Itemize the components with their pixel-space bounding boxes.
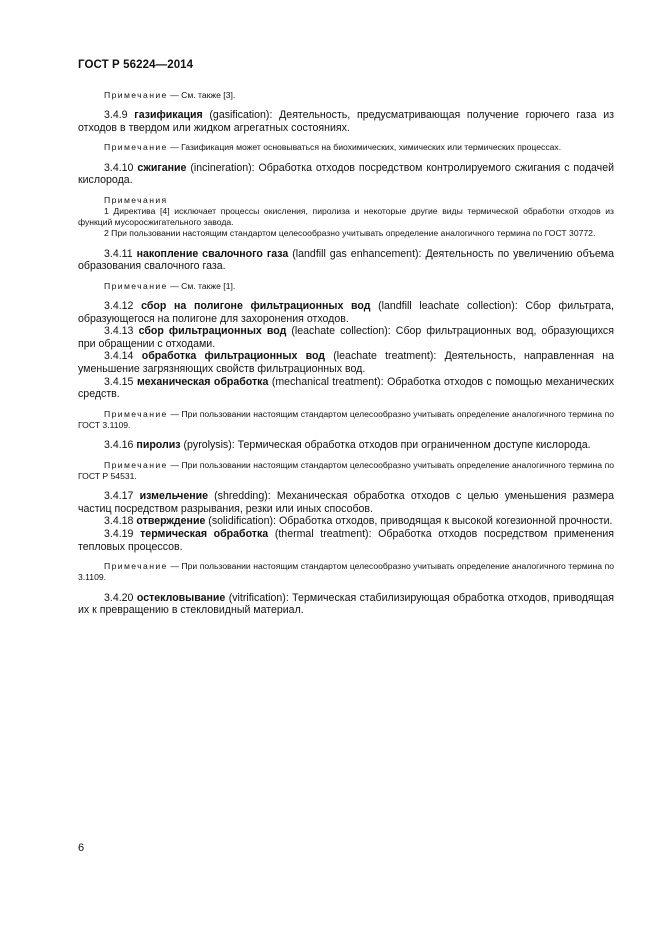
note-text: — См. также [1]. [170, 280, 236, 291]
term-entry [78, 325, 614, 350]
term-name: сжигание [137, 161, 187, 174]
term-name: пиролиз [136, 439, 181, 452]
term-name: измельчение [139, 490, 209, 503]
term-english: (incineration): [190, 161, 255, 174]
note [78, 409, 614, 431]
term-name: накопление свалочного газа [136, 247, 289, 260]
term-name: остекловывание [136, 591, 226, 604]
note-label: Примечание [104, 90, 168, 100]
note-label: Примечание [104, 561, 168, 572]
note-item: 2 При пользовании настоящим стандартом целесообразно учитывать определение аналогичного термина по ГОСТ 30772. [104, 228, 596, 239]
term-entry [78, 248, 614, 273]
page-number: 6 [78, 842, 85, 854]
term-definition: Сбор фильтрационных вод, образующихся при обращении с отходами. [78, 325, 614, 350]
term-name: термическая обработка [140, 527, 269, 540]
term-entry [78, 490, 614, 515]
term-english: (mechanical treatment): [271, 375, 384, 388]
term-definition: Обработка отходов с помощью механических средств. [78, 375, 615, 401]
term-entry [78, 439, 614, 452]
term-number: 3.4.19 [104, 527, 134, 540]
term-number: 3.4.11 [104, 247, 133, 260]
term-number: 3.4.15 [104, 375, 134, 388]
note-label: Примечание [104, 459, 168, 470]
note-text: — См. также [3]. [170, 90, 236, 100]
term-english: (vitrification): [228, 591, 289, 604]
document-body [78, 90, 614, 617]
term-number: 3.4.10 [104, 161, 134, 174]
term-entry [78, 350, 614, 375]
term-name: сбор на полигоне фильтрационных вод [141, 299, 371, 312]
term-entry [78, 528, 614, 553]
note [78, 281, 614, 292]
term-english: (leachate treatment): [333, 350, 437, 363]
note-label: Примечание [104, 408, 168, 419]
term-entry [78, 109, 614, 134]
note-label: Примечания [104, 194, 168, 205]
page-header: ГОСТ Р 56224—2014 [78, 59, 194, 71]
term-definition: Деятельность, направленная на уменьшение загрязняющих свойств фильтрационных вод. [78, 350, 614, 375]
term-number: 3.4.14 [104, 350, 134, 363]
term-number: 3.4.18 [104, 515, 134, 528]
term-entry [78, 162, 614, 187]
note-label: Примечание [104, 142, 168, 153]
term-english: (landfill leachate collection): [378, 299, 518, 312]
term-number: 3.4.17 [104, 490, 134, 503]
term-name: сбор фильтрационных вод [138, 325, 287, 338]
term-name: газификация [134, 109, 203, 122]
term-entry [78, 376, 614, 401]
term-number: 3.4.16 [104, 439, 134, 452]
term-english: (gasification): [209, 109, 273, 122]
note [78, 195, 614, 240]
term-definition: Деятельность по увеличению объема образования свалочного газа. [78, 247, 614, 273]
term-entry [78, 300, 614, 325]
term-definition: Сбор фильтрата, образующегося на полигоне для захоронения отходов. [78, 299, 614, 325]
note-text: — При пользовании настоящим стандартом целесообразно учитывать определение аналогичного термина по ГОСТ Р 54531. [78, 459, 615, 481]
term-definition: Деятельность, предусматривающая получение горючего газа из отходов в твердом или жидком агрегатных состояниях. [78, 109, 614, 134]
note-text: — При пользовании настоящим стандартом целесообразно учитывать определение аналогичного термина по ГОСТ 3.1109. [78, 408, 615, 430]
term-definition: Обработка отходов, приводящая к высокой когезионной прочности. [278, 515, 613, 528]
term-entry [78, 515, 614, 528]
term-english: (shredding): [214, 490, 271, 503]
term-definition: Механическая обработка отходов с целью уменьшения размера частиц посредством разрывания, резки или иных способов. [78, 490, 614, 515]
term-english: (leachate collection): [291, 325, 391, 338]
term-name: механическая обработка [136, 375, 269, 388]
note [78, 460, 614, 482]
note [78, 142, 614, 153]
term-definition: Обработка отходов посредством контролируемого сжигания с подачей кислорода. [78, 161, 614, 187]
note-text: — Газификация может основываться на биохимических, химических или термических процессах. [170, 142, 562, 153]
term-number: 3.4.9 [104, 109, 128, 122]
term-definition: Термическая обработка отходов при ограниченном доступе кислорода. [237, 439, 591, 452]
note-label: Примечание [104, 280, 168, 291]
note [78, 90, 614, 101]
term-definition: Обработка отходов посредством применения тепловых процессов. [78, 527, 614, 553]
term-number: 3.4.13 [104, 325, 134, 338]
term-entry [78, 592, 614, 617]
term-english: (solidification): [208, 515, 277, 528]
term-number: 3.4.12 [104, 299, 134, 312]
term-english: (thermal treatment): [274, 527, 372, 540]
note-text: — При пользовании настоящим стандартом целесообразно учитывать определение аналогичного термина по 3.1109. [78, 561, 615, 583]
term-english: (landfill gas enhancement): [292, 247, 422, 260]
term-name: отверждение [136, 515, 206, 528]
note [78, 561, 614, 583]
term-definition: Термическая стабилизирующая обработка отходов, приводящая их к превращению в стекловидный материал. [78, 591, 615, 617]
note-item: 1 Директива [4] исключает процессы окисления, пиролиза и некоторые другие виды термической обработки отходов из функций мусоросжигательного завода. [78, 205, 614, 228]
term-name: обработка фильтрационных вод [141, 350, 326, 363]
term-english: (pyrolysis): [183, 439, 235, 452]
term-number: 3.4.20 [104, 591, 134, 604]
